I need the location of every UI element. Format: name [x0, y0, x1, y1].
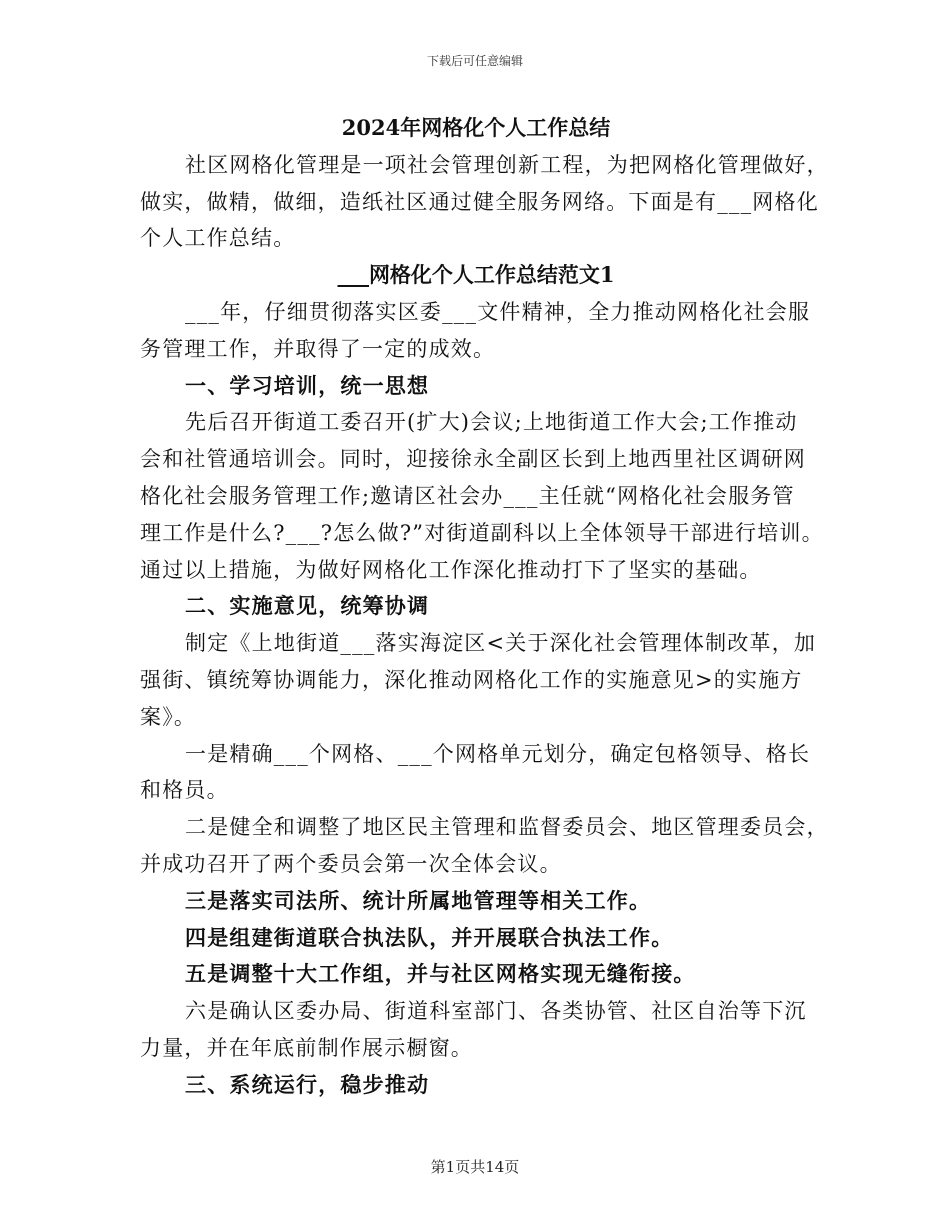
paragraph-line: 会和社管通培训会。同时，迎接徐永全副区长到上地西里社区调研网	[140, 447, 806, 472]
paragraph-line: 通过以上措施，为做好网格化工作深化推动打下了坚实的基础。	[140, 557, 762, 582]
paragraph-line: 并成功召开了两个委员会第一次全体会议。	[140, 851, 562, 876]
paragraph-line: 六是确认区委办局、街道科室部门、各类协管、社区自治等下沉	[185, 999, 807, 1024]
paragraph-line: 理工作是什么?___?怎么做?”对街道副科以上全体领导干部进行培训。	[140, 520, 824, 545]
paragraph-line: 格化社会服务管理工作;邀请区社会办___主任就“网格化社会服务管	[140, 483, 795, 508]
bold-item-line: 三是落实司法所、统计所属地管理等相关工作。	[185, 887, 652, 913]
paragraph-line: 力量，并在年底前制作展示橱窗。	[140, 1035, 473, 1060]
paragraph-line: ___年，仔细贯彻落实区委___文件精神，全力推动网格化社会服	[185, 299, 811, 324]
paragraph-line: 社区网格化管理是一项社会管理创新工程，为把网格化管理做好，	[185, 152, 829, 177]
paragraph-line: 强街、镇统筹协调能力，深化推动网格化工作的实施意见>的实施方	[140, 667, 803, 692]
bold-item-line: 四是组建街道联合执法队，并开展联合执法工作。	[185, 924, 674, 950]
paragraph-line: 案》。	[140, 704, 197, 729]
paragraph-line: 做实，做精，做细，造纸社区通过健全服务网络。下面是有___网格化	[140, 189, 819, 214]
paragraph-line: 和格员。	[140, 778, 229, 803]
document-title: 2024年网格化个人工作总结	[341, 115, 611, 140]
paragraph-line: 制定《上地街道___落实海淀区<关于深化社会管理体制改革，加	[185, 631, 817, 656]
document-body	[140, 110, 829, 1104]
section-heading: 二、实施意见，统筹协调	[185, 593, 430, 619]
section-heading: 一、学习培训，统一思想	[185, 372, 430, 398]
page-header: 下载后可任意编辑	[426, 54, 523, 68]
section-heading: 三、系统运行，稳步推动	[185, 1071, 430, 1097]
page-footer: 第1页共14页	[430, 1158, 520, 1176]
paragraph-line: 个人工作总结。	[140, 226, 296, 251]
paragraph-line: 一是精确___个网格、___个网格单元划分，确定包格领导、格长	[185, 741, 811, 766]
section-title: ___网格化个人工作总结范文1	[337, 262, 615, 288]
bold-item-line: 五是调整十大工作组，并与社区网格实现无缝衔接。	[185, 961, 696, 987]
paragraph-line: 先后召开街道工委召开(扩大)会议;上地街道工作大会;工作推动	[185, 410, 798, 435]
paragraph-line: 二是健全和调整了地区民主管理和监督委员会、地区管理委员会，	[185, 815, 829, 840]
paragraph-line: 务管理工作，并取得了一定的成效。	[140, 336, 496, 361]
